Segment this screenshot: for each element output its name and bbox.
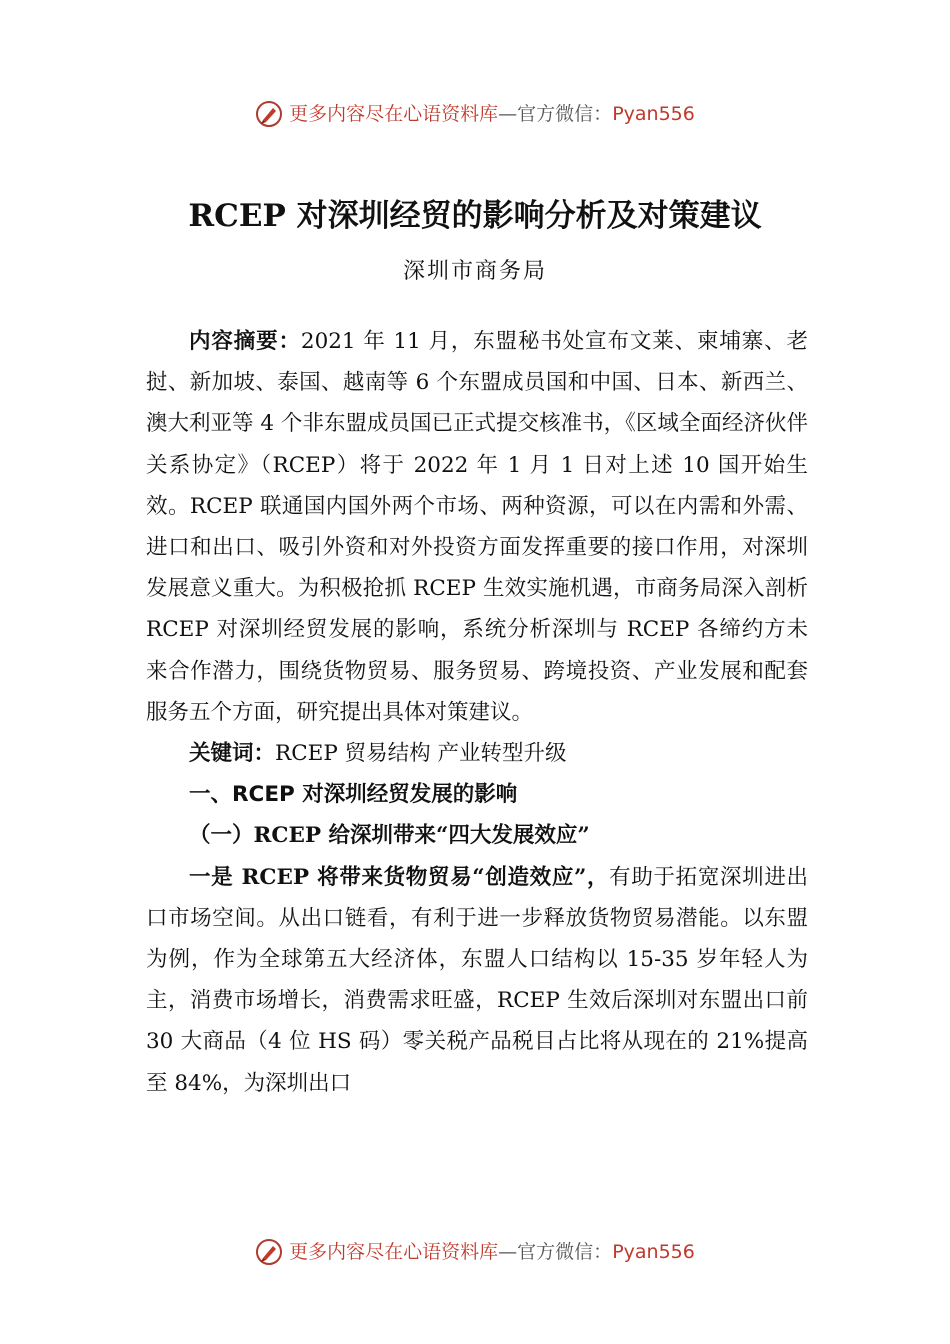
pen-logo-icon (255, 1238, 283, 1266)
watermark-brand-text: 更多内容尽在心语资料库 (289, 103, 499, 125)
watermark-footer (0, 1236, 950, 1267)
subsection-heading: （一）RCEP 给深圳带来“四大发展效应” (189, 823, 590, 849)
keywords-text: RCEP 贸易结构 产业转型升级 (275, 741, 567, 767)
watermark-dash: — (498, 103, 518, 125)
pen-logo-icon (255, 100, 283, 128)
abstract-text: 2021 年 11 月，东盟秘书处宣布文莱、柬埔寨、老挝、新加坡、泰国、越南等 6 个东盟成员国和中国、日本、新西兰、澳大利亚等 4 个非东盟成员国已正式提交核准书，《区域全面经济伙伴关系协定》（RCEP）将于 2022 年 1 月 1 日对上述 10 国开始生效。RCEP 联通国内国外两个市场、两种资源，可以在内需和外需、进口和出口、吸引外资和对外投资方面发挥重要的接口作用，对深圳发展意义重大。为积极抢抓 RCEP 生效实施机遇，市商务局深入剖析 RCEP 对深圳经贸发展的影响，系统分析深圳与 RCEP 各缔约方未来合作潜力，围绕货物贸易、服务贸易、跨境投资、产业发展和配套服务五个方面，研究提出具体对策建议。 (146, 329, 808, 725)
document-author: 深圳市商务局 (402, 259, 547, 284)
watermark-header (0, 98, 950, 129)
keywords-label: 关键词： (189, 741, 276, 767)
body-paragraph (146, 857, 808, 1104)
watermark-wechat-label: 官方微信： (517, 103, 613, 125)
watermark-wechat-id: Pyan556 (612, 1241, 695, 1263)
watermark-dash: — (498, 1241, 518, 1263)
keywords-paragraph (146, 733, 808, 774)
document-title: RCEP 对深圳经贸的影响分析及对策建议 (188, 198, 762, 234)
abstract-paragraph (146, 321, 808, 733)
paragraph-lead: 一是 RCEP 将带来货物贸易“创造效应”， (189, 864, 610, 890)
abstract-label: 内容摘要： (189, 329, 301, 354)
watermark-wechat-label: 官方微信： (517, 1241, 613, 1263)
watermark-wechat-id: Pyan556 (612, 103, 695, 125)
watermark-brand-text: 更多内容尽在心语资料库 (289, 1241, 499, 1263)
section-heading: 一、RCEP 对深圳经贸发展的影响 (189, 782, 518, 808)
document-body (146, 321, 808, 1104)
paragraph-text: 有助于拓宽深圳进出口市场空间。从出口链看，有利于进一步释放货物贸易潜能。以东盟为例，作为全球第五大经济体，东盟人口结构以 15-35 岁年轻人为主，消费市场增长，消费需求旺盛，RCEP 生效后深圳对东盟出口前 30 大商品（4 位 HS 码）零关税产品税目占比将从现在的 21%提高至 84%，为深圳出口 (146, 864, 808, 1096)
